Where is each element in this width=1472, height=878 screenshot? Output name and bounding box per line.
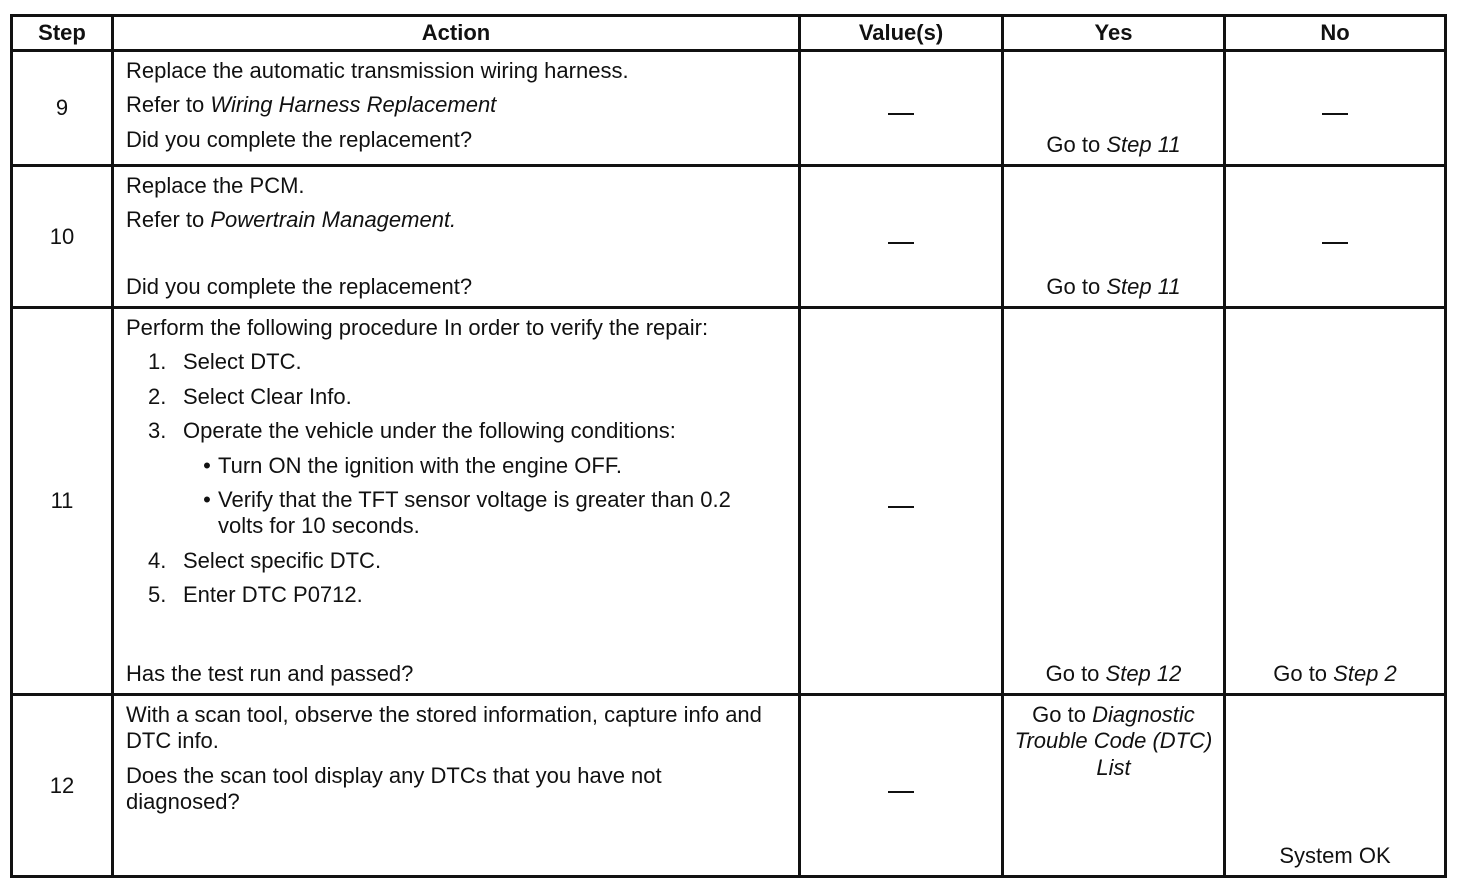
list-item [148, 582, 788, 608]
header-yes: Yes [1003, 16, 1225, 51]
item-number: 2. [148, 383, 167, 409]
dash-mark [1322, 242, 1348, 244]
bullet-item [196, 487, 788, 540]
action-question: Did you complete the replacement? [126, 126, 473, 152]
list-item [148, 418, 788, 540]
action-reference [126, 92, 788, 118]
step-number: 12 [12, 695, 113, 877]
yes-cell [1003, 51, 1225, 166]
action-cell [113, 308, 800, 695]
dash-mark [888, 113, 914, 115]
item-text: Select specific DTC. [183, 547, 382, 573]
bullet-item [196, 453, 788, 479]
action-cell [113, 166, 800, 308]
no-cell [1225, 308, 1446, 695]
action-question: Has the test run and passed? [126, 660, 414, 686]
dash-mark [888, 242, 914, 244]
diagnostic-table [10, 14, 1447, 878]
reference-prefix: Refer to [126, 92, 211, 118]
header-values: Value(s) [800, 16, 1003, 51]
item-text: Select Clear Info. [183, 383, 352, 409]
yes-goto[interactable] [1015, 702, 1213, 780]
procedure-list [126, 349, 788, 608]
table-row [12, 308, 1446, 695]
yes-goto[interactable] [1004, 132, 1223, 158]
yes-cell [1003, 695, 1225, 877]
step-number: 11 [12, 308, 113, 695]
action-cell [113, 51, 800, 166]
dash-mark [888, 791, 914, 793]
goto-prefix: Go to [1046, 274, 1107, 299]
step-number: 10 [12, 166, 113, 308]
no-cell [1225, 51, 1446, 166]
value-cell [800, 51, 1003, 166]
bullet-text: Verify that the TFT sensor voltage is greater than 0.2 volts for 10 seconds. [218, 486, 731, 539]
action-reference [126, 207, 788, 233]
header-action: Action [113, 16, 800, 51]
item-number: 4. [148, 547, 167, 573]
value-cell [800, 695, 1003, 877]
table-row [12, 51, 1446, 166]
dash-mark [888, 506, 914, 508]
goto-prefix: Go to [1273, 661, 1334, 686]
yes-goto[interactable] [1004, 274, 1223, 300]
action-text: With a scan tool, observe the stored information, capture info and DTC info. [126, 702, 762, 754]
yes-cell [1003, 166, 1225, 308]
action-cell [113, 695, 800, 877]
yes-goto[interactable] [1004, 661, 1223, 687]
item-text: Select DTC. [183, 349, 302, 375]
no-goto[interactable] [1226, 661, 1444, 687]
no-cell [1225, 695, 1446, 877]
yes-cell [1003, 308, 1225, 695]
goto-target: Step 12 [1105, 661, 1182, 686]
reference-link[interactable]: Wiring Harness Replacement [210, 92, 497, 118]
action-text: Replace the automatic transmission wiring harness. [126, 58, 629, 83]
reference-prefix: Refer to [126, 207, 211, 233]
action-intro: Perform the following procedure In order to verify the repair: [126, 315, 709, 340]
item-number: 5. [148, 582, 167, 608]
item-text: Operate the vehicle under the following conditions: [183, 418, 676, 444]
bullet-icon: • [203, 486, 211, 512]
action-question: Does the scan tool display any DTCs that you have not diagnosed? [126, 762, 662, 815]
header-row [12, 16, 1446, 51]
action-question: Did you complete the replacement? [126, 273, 473, 299]
item-text: Enter DTC P0712. [183, 582, 363, 608]
bullet-icon: • [203, 452, 211, 478]
reference-link[interactable]: Powertrain Management. [210, 207, 457, 233]
header-no: No [1225, 16, 1446, 51]
step-number: 9 [12, 51, 113, 166]
value-cell [800, 166, 1003, 308]
table-row [12, 166, 1446, 308]
action-text: Replace the PCM. [126, 173, 305, 198]
header-step: Step [12, 16, 113, 51]
no-cell [1225, 166, 1446, 308]
goto-prefix: Go to [1046, 132, 1107, 157]
no-result: System OK [1279, 843, 1391, 868]
goto-target: Step 2 [1333, 661, 1397, 686]
value-cell [800, 308, 1003, 695]
dash-mark [1322, 113, 1348, 115]
item-number: 1. [148, 349, 167, 375]
goto-target: Step 11 [1106, 274, 1181, 299]
goto-target: Step 11 [1106, 132, 1181, 157]
condition-list [148, 453, 788, 540]
item-number: 3. [148, 418, 167, 444]
goto-prefix: Go to [1032, 702, 1093, 727]
goto-prefix: Go to [1045, 661, 1106, 686]
list-item [148, 349, 788, 375]
bullet-text: Turn ON the ignition with the engine OFF. [218, 452, 622, 478]
diagnostic-table-frame [10, 14, 1444, 868]
goto-target: Diagnostic Trouble Code (DTC) List [1014, 702, 1213, 780]
list-item [148, 548, 788, 574]
table-row [12, 695, 1446, 877]
list-item [148, 384, 788, 410]
